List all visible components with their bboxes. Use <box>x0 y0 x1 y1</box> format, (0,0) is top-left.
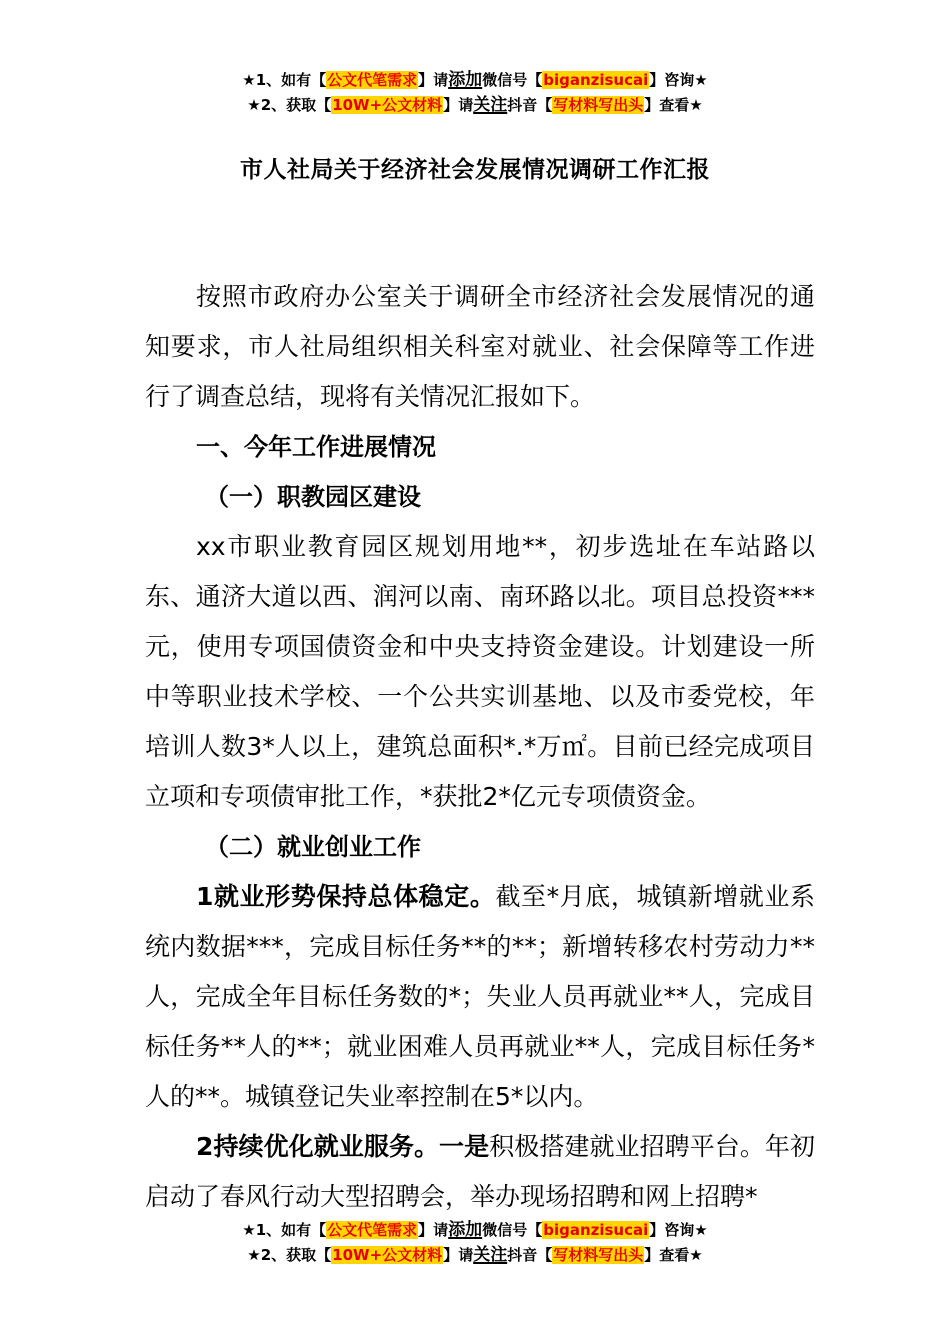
promo-highlight: biganzisucai <box>543 1221 649 1239</box>
subsection-heading: （一）职教园区建设 <box>205 483 421 511</box>
promo-highlight: 公文代笔需求 <box>327 71 418 89</box>
section-heading: 一、今年工作进展情况 <box>196 433 436 461</box>
promo-line-1: ★1、如有【公文代笔需求】请添加微信号【biganzisucai】咨询★ <box>242 70 708 90</box>
promo-highlight: 10W+公文材料 <box>332 1246 443 1264</box>
promo-highlight: 公文代笔需求 <box>327 1221 418 1239</box>
promo-highlight: biganzisucai <box>543 71 649 89</box>
document-body <box>145 272 815 1222</box>
body-paragraph: 2持续优化就业服务。一是积极搭建就业招聘平台。年初启动了春风行动大型招聘会，举办现场招聘和网上招聘* <box>145 1132 815 1211</box>
intro-paragraph: 按照市政府办公室关于调研全市经济社会发展情况的通知要求，市人社局组织相关科室对就业、社会保障等工作进行了调查总结，现将有关情况汇报如下。 <box>145 282 815 411</box>
body-paragraph: xx市职业教育园区规划用地**，初步选址在车站路以东、通济大道以西、润河以南、南环路以北。项目总投资***元，使用专项国债资金和中央支持资金建设。计划建设一所中等职业技术学校、一个公共实训基地、以及市委党校，年培训人数3*人以上，建筑总面积*.*万㎡。目前已经完成项目立项和专项债审批工作，*获批2*亿元专项债资金。 <box>145 532 815 811</box>
subsection-heading: （二）就业创业工作 <box>205 833 421 861</box>
promo-highlight: 10W+公文材料 <box>332 96 443 114</box>
item-lead: 1就业形势保持总体稳定。 <box>196 882 496 911</box>
bottom-promo-banner <box>0 1218 950 1268</box>
promo-highlight: 写材料写出头 <box>553 96 644 114</box>
promo-highlight: 写材料写出头 <box>553 1246 644 1264</box>
item-sub-lead: 一是 <box>439 1132 490 1161</box>
body-paragraph: 1就业形势保持总体稳定。截至*月底，城镇新增就业系统内数据***，完成目标任务**的**；新增转移农村劳动力**人，完成全年目标任务数的*；失业人员再就业**人，完成目标任务**人的**；就业困难人员再就业**人，完成目标任务*人的**。城镇登记失业率控制在5*以内。 <box>145 882 815 1111</box>
top-promo-banner <box>0 68 950 118</box>
promo-line-1: ★1、如有【公文代笔需求】请添加微信号【biganzisucai】咨询★ <box>242 1220 708 1240</box>
item-lead: 2持续优化就业服务。 <box>196 1132 440 1161</box>
promo-line-2: ★2、获取【10W+公文材料】请关注抖音【写材料写出头】查看★ <box>247 95 703 115</box>
promo-line-2: ★2、获取【10W+公文材料】请关注抖音【写材料写出头】查看★ <box>247 1245 703 1265</box>
document-title: 市人社局关于经济社会发展情况调研工作汇报 <box>240 157 710 183</box>
